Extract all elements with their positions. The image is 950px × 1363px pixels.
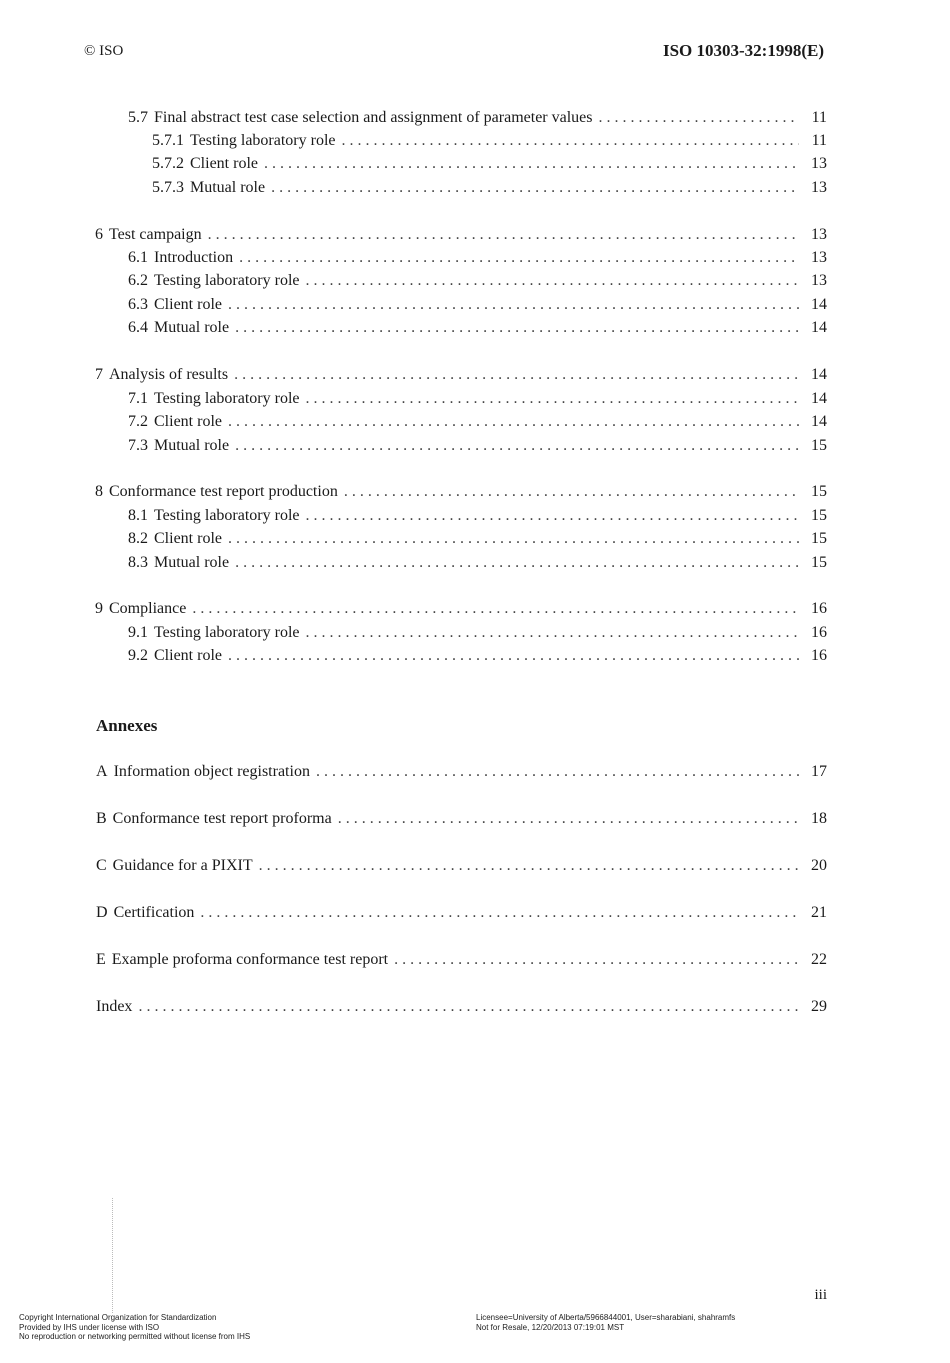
toc-entry-title: Introduction <box>154 249 234 266</box>
annex-page: 20 <box>811 857 827 874</box>
index-page: 29 <box>811 998 827 1015</box>
toc-entry-title: Client role <box>154 647 222 664</box>
toc-entry-number: 6.2 <box>128 272 148 289</box>
toc-entry-page: 13 <box>811 272 827 289</box>
toc-entry-number: 7.1 <box>128 390 148 407</box>
toc-entry-number: 5.7.1 <box>152 132 184 149</box>
toc-entry-title: Testing laboratory role <box>190 132 336 149</box>
toc-entry-title: Client role <box>154 296 222 313</box>
leader-dots <box>338 808 799 830</box>
toc-entry-title: Client role <box>190 155 258 172</box>
annex-letter: B <box>96 810 107 827</box>
index-title: Index <box>96 998 133 1015</box>
toc-entry-page: 13 <box>811 226 827 243</box>
toc-entry[interactable] <box>128 317 827 339</box>
toc-entry-number: 6.3 <box>128 296 148 313</box>
toc-entry[interactable] <box>95 481 827 503</box>
toc-entry-number: 7 <box>95 366 103 383</box>
leader-dots <box>239 247 799 269</box>
toc-entry[interactable] <box>95 598 827 620</box>
toc-entry-title: Mutual role <box>190 179 266 196</box>
annex-entry[interactable] <box>96 855 827 877</box>
annex-entry[interactable] <box>96 761 827 783</box>
annex-letter: C <box>96 857 107 874</box>
toc-entry-number: 7.3 <box>128 437 148 454</box>
toc-entry[interactable] <box>95 224 827 246</box>
toc-entry-page: 15 <box>811 483 827 500</box>
toc-entry-page: 15 <box>811 554 827 571</box>
toc-entry[interactable] <box>128 505 827 527</box>
toc-entry-title: Mutual role <box>154 554 230 571</box>
annex-title: Information object registration <box>113 763 310 780</box>
leader-dots <box>394 949 799 971</box>
leader-dots <box>192 598 799 620</box>
toc-entry-number: 9 <box>95 600 103 617</box>
toc-entry-page: 13 <box>811 179 827 196</box>
leader-dots <box>228 294 799 316</box>
footer-line: Licensee=University of Alberta/5966844001, User=sharabiani, shahramfs <box>476 1313 736 1322</box>
toc-entry[interactable] <box>128 411 827 433</box>
annex-letter: A <box>96 763 108 780</box>
leader-dots <box>306 270 800 292</box>
leader-dots <box>228 645 799 667</box>
toc-entry-number: 8 <box>95 483 103 500</box>
toc-entry-page: 14 <box>811 366 827 383</box>
leader-dots <box>264 153 799 175</box>
scan-artifact-line <box>112 1198 113 1313</box>
header-standard-number: ISO 10303-32:1998(E) <box>662 41 824 60</box>
toc-entry[interactable] <box>128 645 827 667</box>
toc-entry-number: 7.2 <box>128 413 148 430</box>
leader-dots <box>306 622 800 644</box>
toc-entry-number: 9.1 <box>128 624 148 641</box>
leader-dots <box>228 411 799 433</box>
toc-entry[interactable] <box>152 153 827 175</box>
annex-entry[interactable] <box>96 808 827 830</box>
footer-license-notice <box>476 1313 735 1332</box>
leader-dots <box>306 505 800 527</box>
annex-entry[interactable] <box>96 902 827 924</box>
annex-page: 21 <box>811 904 827 921</box>
toc-entry-number: 6.4 <box>128 319 148 336</box>
footer-line: Copyright International Organization for Standardization <box>19 1313 217 1322</box>
annexes-heading: Annexes <box>96 716 158 735</box>
toc-entry[interactable] <box>128 270 827 292</box>
toc-entry[interactable] <box>128 552 827 574</box>
annex-title: Conformance test report proforma <box>112 810 332 827</box>
toc-entry-title: Testing laboratory role <box>154 272 300 289</box>
footer-line: Provided by IHS under license with ISO <box>19 1322 160 1332</box>
toc-entry-title: Test campaign <box>109 226 202 243</box>
toc-entry-number: 5.7.3 <box>152 179 184 196</box>
leader-dots <box>271 177 799 199</box>
toc-entry-title: Testing laboratory role <box>154 624 300 641</box>
leader-dots <box>235 317 799 339</box>
toc-entry-page: 13 <box>811 155 827 172</box>
toc-entry-title: Final abstract test case selection and assignment of parameter values <box>154 109 593 126</box>
annex-page: 22 <box>811 951 827 968</box>
footer-line: Not for Resale, 12/20/2013 07:19:01 MST <box>476 1322 625 1332</box>
toc-entry[interactable] <box>128 247 827 269</box>
toc-entry-title: Client role <box>154 530 222 547</box>
annex-title: Certification <box>113 904 195 921</box>
footer-copyright-notice <box>19 1313 250 1342</box>
toc-entry-page: 15 <box>811 437 827 454</box>
leader-dots <box>599 107 799 129</box>
toc-entry-page: 14 <box>811 319 827 336</box>
page-number: iii <box>814 1287 827 1303</box>
leader-dots <box>316 761 799 783</box>
toc-entry[interactable] <box>128 388 827 410</box>
toc-entry-number: 8.3 <box>128 554 148 571</box>
toc-entry-page: 15 <box>811 507 827 524</box>
toc-entry-page: 16 <box>811 600 827 617</box>
annex-title: Example proforma conformance test report <box>111 951 389 968</box>
leader-dots <box>200 902 799 924</box>
toc-entry-title: Client role <box>154 413 222 430</box>
toc-entry-page: 14 <box>811 296 827 313</box>
toc-entry[interactable] <box>128 622 827 644</box>
toc-entry-page: 11 <box>811 132 827 149</box>
toc-entry[interactable] <box>95 364 827 386</box>
toc-entry-number: 8.2 <box>128 530 148 547</box>
toc-entry-title: Mutual role <box>154 437 230 454</box>
toc-entry-title: Testing laboratory role <box>154 390 300 407</box>
index-entry[interactable] <box>96 996 827 1018</box>
annex-entry[interactable] <box>96 949 827 971</box>
leader-dots <box>344 481 799 503</box>
leader-dots <box>306 388 800 410</box>
toc-entry-page: 16 <box>811 624 827 641</box>
toc-entry[interactable] <box>128 528 827 550</box>
leader-dots <box>228 528 799 550</box>
toc-entry[interactable] <box>128 435 827 457</box>
annex-title: Guidance for a PIXIT <box>112 857 253 874</box>
toc-entry-number: 8.1 <box>128 507 148 524</box>
footer-line: No reproduction or networking permitted without license from IHS <box>19 1332 251 1341</box>
leader-dots <box>208 224 799 246</box>
toc-entry-page: 14 <box>811 390 827 407</box>
leader-dots <box>138 996 799 1018</box>
toc-entry-title: Testing laboratory role <box>154 507 300 524</box>
leader-dots <box>235 435 799 457</box>
leader-dots <box>234 364 799 386</box>
toc-entry-page: 11 <box>811 109 827 126</box>
toc-entry[interactable] <box>152 130 827 152</box>
leader-dots <box>259 855 799 877</box>
toc-entry-number: 5.7 <box>128 109 148 126</box>
toc-entry-number: 5.7.2 <box>152 155 184 172</box>
toc-entry[interactable] <box>152 177 827 199</box>
toc-entry-page: 13 <box>811 249 827 266</box>
toc-entry[interactable] <box>128 294 827 316</box>
leader-dots <box>235 552 799 574</box>
header-copyright: © ISO <box>84 43 124 59</box>
toc-entry-page: 14 <box>811 413 827 430</box>
toc-entry-number: 6.1 <box>128 249 148 266</box>
toc-entry-page: 15 <box>811 530 827 547</box>
toc-entry-number: 6 <box>95 226 103 243</box>
leader-dots <box>342 130 800 152</box>
annex-page: 17 <box>811 763 827 780</box>
annex-letter: E <box>96 951 106 968</box>
toc-entry-title: Analysis of results <box>109 366 229 383</box>
toc-entry-number: 9.2 <box>128 647 148 664</box>
toc-entry-title: Compliance <box>109 600 187 617</box>
annex-letter: D <box>96 904 108 921</box>
toc-entry-page: 16 <box>811 647 827 664</box>
toc-entry[interactable] <box>128 107 827 129</box>
toc-entry-title: Conformance test report production <box>109 483 338 500</box>
annex-page: 18 <box>811 810 827 827</box>
toc-entry-title: Mutual role <box>154 319 230 336</box>
